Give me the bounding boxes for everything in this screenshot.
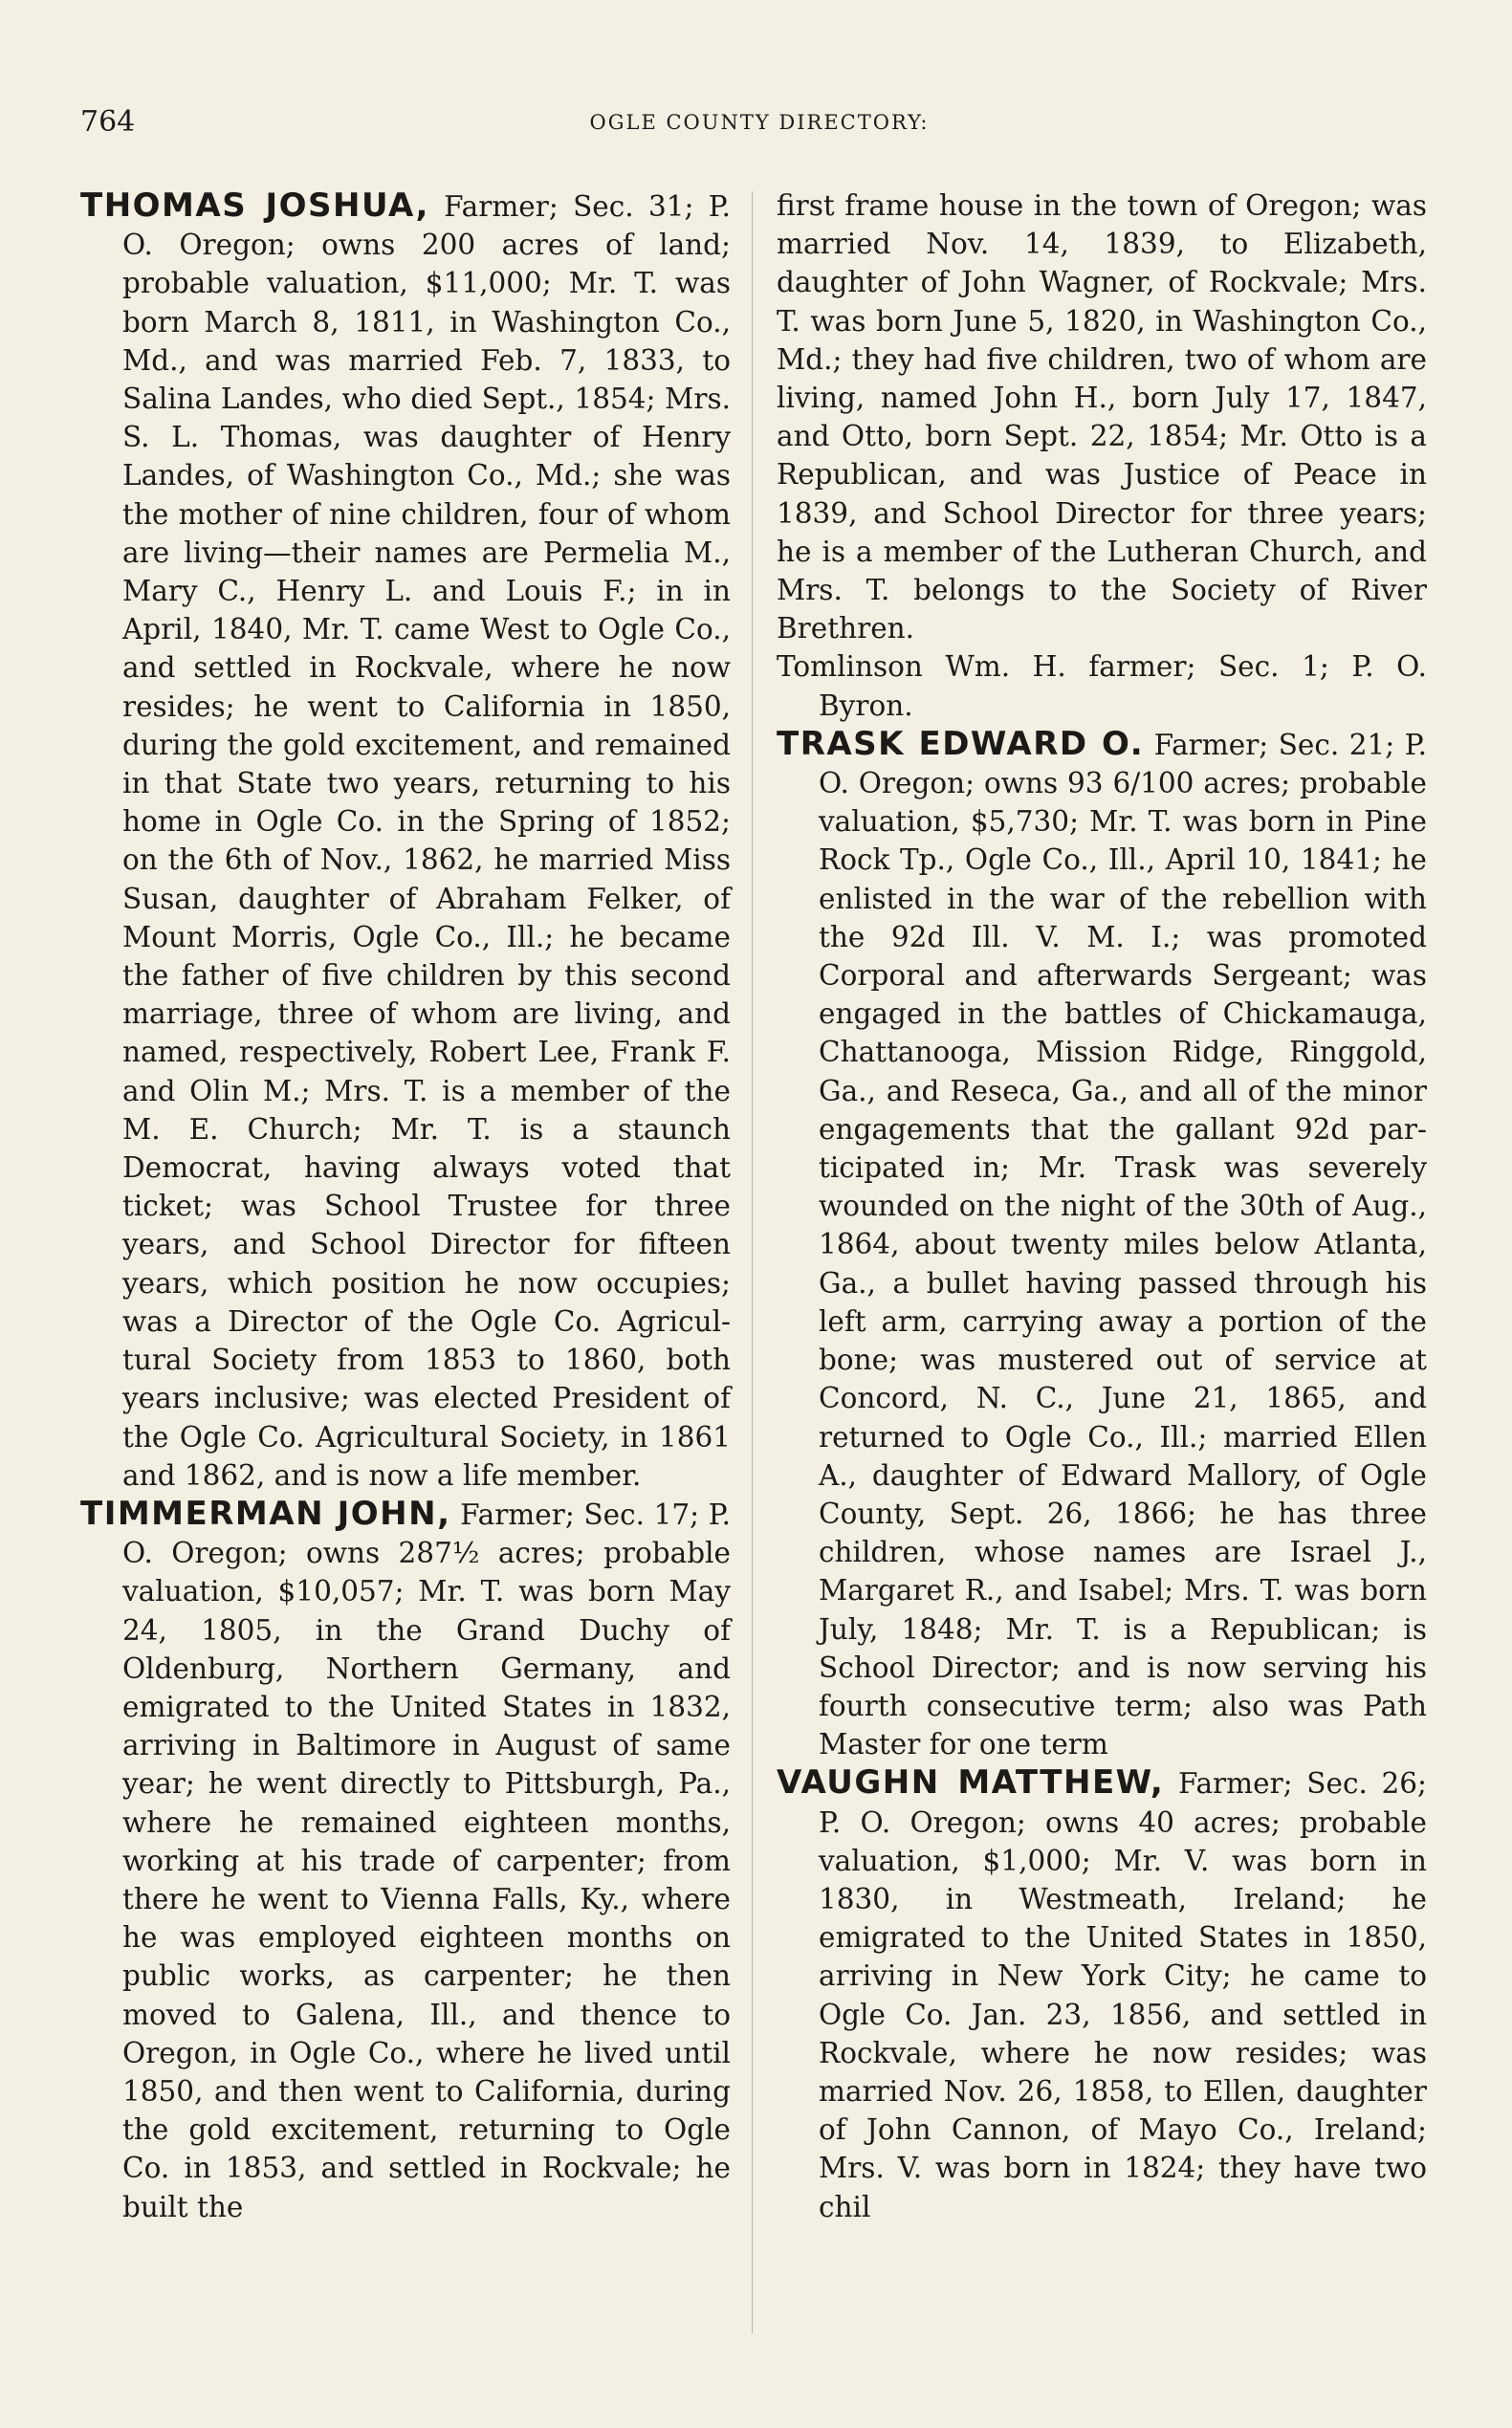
page-number: 764 (80, 105, 136, 139)
entry-text: Farmer; Sec. 31; P. O. Oregon; owns 200 acres of land; probable valuation, $11,000; Mr. T. was born March 8, 1811, in Washington Co., Md., and was married Feb. 7, 1833, to Salina Landes, who died Sept., 1854; Mrs. S. L. Thomas, was daughter of Henry Landes, of Washington Co., Md.; she was the mother of nine children, four of whom are living—their names are Permelia M., Mary C., Henry L. and Louis F.; in in April, 1840, Mr. T. came West to Ogle Co., and settled in Rockvale, where he now resides; he went to California in 1850, during the gold excitement, and remained in that State two years, returning to his home in Ogle Co. in the Spring of 1852; on the 6th of Nov., 1862, he married Miss Susan, daughter of Abraham Felker, of Mount Morris, Ogle Co., Ill.; he became the father of five children by this second marriage, three of whom are living, and named, respectively, Robert Lee, Frank F. and Olin M.; Mrs. T. is a member of the M. E. Church; Mr. T. is a staunch Democrat, having always voted that ticket; was School Trustee for three years, and School Director for fifteen years, which position he now occupies; was a Director of the Ogle Co. Agricultural Society from 1853 to 1860, both years inclusive; was elected President of the Ogle Co. Agricultural Society, in 1861 and 1862, and is now a life member. (122, 190, 731, 1492)
entry-trask-edward (777, 725, 1427, 1763)
entry-text: Farmer; Sec. 17; P. O. Oregon; owns 287½ acres; probable valuation, $10,057; Mr. T. was born May 24, 1805, in the Grand Duchy of Oldenburg, Northern Germany, and emigrated to the United States in 1832, arriving in Baltimore in August of same year; he went directly to Pittsburgh, Pa., where he remained eighteen months, working at his trade of carpenter; from there he went to Vienna Falls, Ky., where he was employed eighteen months on public works, as carpenter; he then moved to Galena, Ill., and thence to Oregon, in Ogle Co., where he lived until 1850, and then went to California, during the gold excitement, returning to Ogle Co. in 1853, and settled in Rockvale; he built the (122, 1498, 731, 2223)
entry-continuation: first frame house in the town of Oregon; was married Nov. 14, 1839, to Elizabeth, daughter of John Wagner, of Rockvale; Mrs. T. was born June 5, 1820, in Washington Co., Md.; they had five children, two of whom are living, named John H., born July 17, 1847, and Otto, born Sept. 22, 1854; Mr. Otto is a Republican, and was Justice of Peace in 1839, and School Director for three years; he is a member of the Lutheran Church, and Mrs. T. belongs to the Society of River Brethren. (777, 189, 1427, 645)
running-title: OGLE COUNTY DIRECTORY: (589, 111, 930, 134)
entry-thomas-joshua (80, 186, 731, 1495)
entry-name: TIMMERMAN JOHN, (80, 1494, 451, 1533)
entry-name: VAUGHN MATTHEW, (777, 1763, 1165, 1803)
entry-timmerman-john (80, 1495, 731, 2226)
entry-text: Farmer; Sec. 26; P. O. Oregon; owns 40 acres; probable valuation, $1,000; Mr. V. was born in 1830, in Westmeath, Ireland; he emigrated to the United States in 1850, arriving in New York City; he came to Ogle Co. Jan. 23, 1856, and settled in Rockvale, where he now resides; was married Nov. 26, 1858, to Ellen, daughter of John Cannon, of Mayo Co., Ireland; Mrs. V. was born in 1824; they have two chil (819, 1767, 1427, 2223)
right-column (777, 186, 1427, 2226)
entry-text: Farmer; Sec. 21; P. O. Oregon; owns 93 6/100 acres; probable valuation, $5,730; Mr. T. was born in Pine Rock Tp., Ogle Co., Ill., April 10, 1841; he enlisted in the war of the rebellion with the 92d Ill. V. M. I.; was promoted Corporal and afterwards Sergeant; was engaged in the battles of Chickamauga, Chattanooga, Mission Ridge, Ringgold, Ga., and Reseca, Ga., and all of the minor engagements that the gallant 92d participated in; Mr. Trask was severely wounded on the night of the 30th of Aug., 1864, about twenty miles below Atlanta, Ga., a bullet having passed through his left arm, carrying away a portion of the bone; was mustered out of service at Concord, N. C., June 21, 1865, and returned to Ogle Co., Ill.; married Ellen A., daughter of Edward Mallory, of Ogle County, Sept. 26, 1866; he has three children, whose names are Israel J., Margaret R., and Isabel; Mrs. T. was born July, 1848; Mr. T. is a Republican; is School Director; and is now serving his fourth consecutive term; also was Path Master for one term (819, 728, 1427, 1761)
entry-name: THOMAS JOSHUA, (80, 186, 429, 225)
entry-name: TRASK EDWARD O. (777, 724, 1145, 763)
left-column (80, 186, 731, 2226)
entry-tomlinson: Tomlinson Wm. H. farmer; Sec. 1; P. O. Byron. (777, 650, 1427, 722)
entry-vaughn-matthew (777, 1763, 1427, 2225)
column-divider (752, 191, 753, 2333)
page-header (80, 105, 1438, 143)
